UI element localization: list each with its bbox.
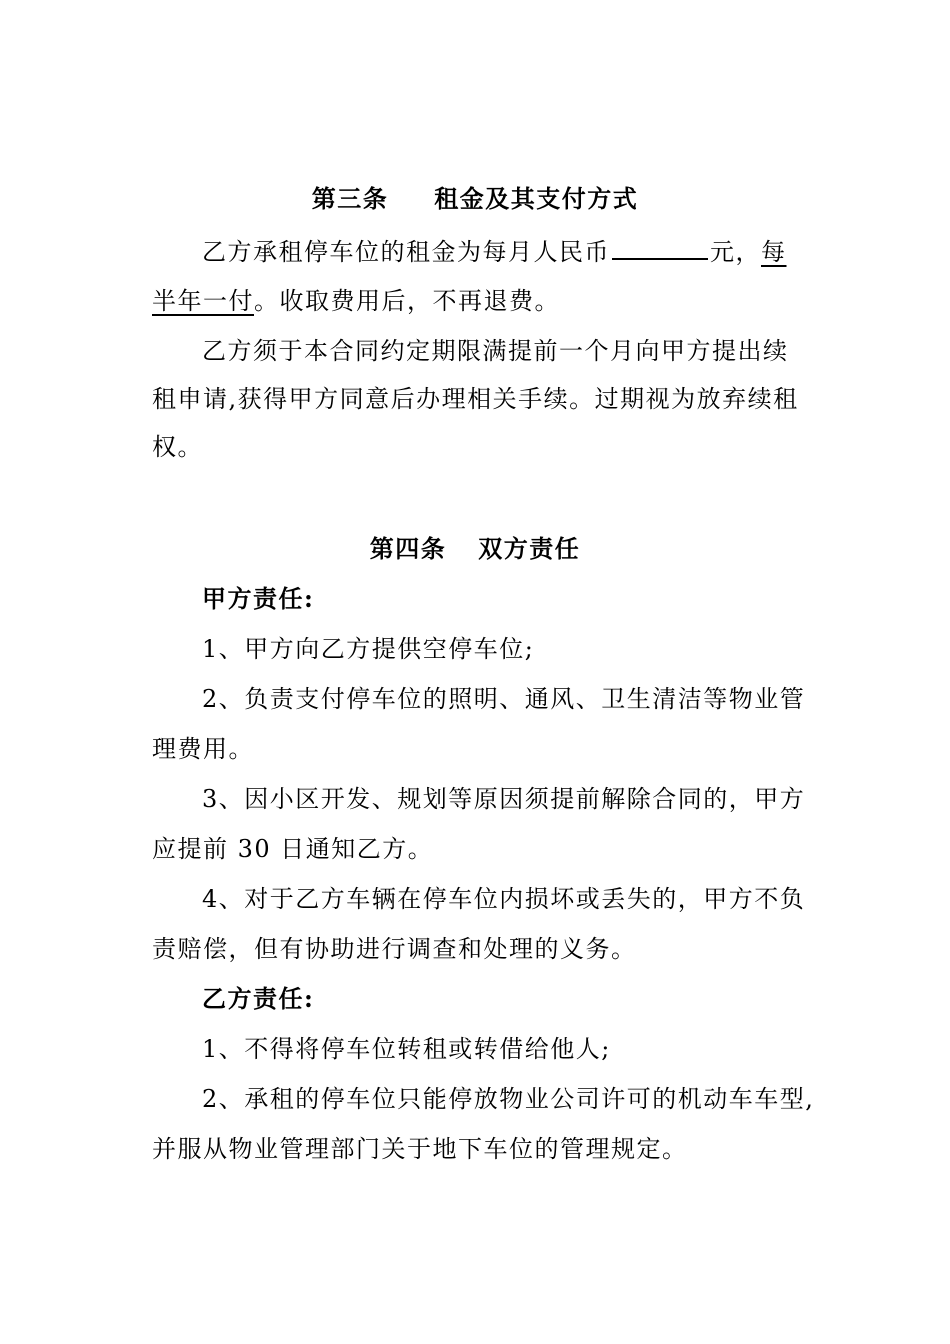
renewal-paragraph-line-3: 权。: [152, 433, 203, 461]
party-a-item-2-line-2: 理费用。: [152, 735, 254, 763]
article-3-heading: [0, 184, 950, 214]
payment-period-start: 每: [761, 238, 787, 266]
party-a-heading: 甲方责任:: [202, 584, 315, 613]
article-4-title: 双方责任: [478, 534, 581, 563]
renewal-paragraph-line-1: 乙方须于本合同约定期限满提前一个月向甲方提出续: [202, 337, 789, 365]
article-4-number: 第四条: [369, 534, 447, 563]
party-a-item-3-line-1: 3、因小区开发、规划等原因须提前解除合同的，甲方: [202, 785, 806, 813]
no-refund-text: 。收取费用后，不再退费。: [254, 287, 560, 315]
party-a-item-2-line-1: 2、负责支付停车位的照明、通风、卫生清洁等物业管: [202, 685, 806, 713]
renewal-paragraph-line-2: 租申请,获得甲方同意后办理相关手续。过期视为放弃续租: [152, 385, 799, 413]
rent-paragraph-line-2: [152, 286, 560, 316]
payment-period: 半年一付: [152, 287, 254, 315]
rent-paragraph-line-1: [202, 236, 787, 267]
party-b-item-1: 1、不得将停车位转租或转借给他人;: [202, 1035, 611, 1063]
party-a-item-4-line-2: 责赔偿，但有协助进行调查和处理的义务。: [152, 935, 637, 963]
article-3-number: 第三条: [311, 184, 389, 213]
party-a-item-3-line-2: 应提前 30 日通知乙方。: [152, 835, 434, 863]
article-3-title: 租金及其支付方式: [434, 184, 639, 213]
party-b-heading: 乙方责任:: [202, 984, 315, 1013]
party-a-item-4-line-1: 4、对于乙方车辆在停车位内损坏或丢失的，甲方不负: [202, 885, 806, 913]
party-b-item-2-line-2: 并服从物业管理部门关于地下车位的管理规定。: [152, 1135, 688, 1163]
rent-amount-blank: [612, 236, 708, 260]
rent-unit: 元，: [710, 238, 761, 266]
party-b-item-2-line-1: 2、承租的停车位只能停放物业公司许可的机动车车型,: [202, 1085, 815, 1113]
party-a-item-1: 1、甲方向乙方提供空停车位;: [202, 635, 535, 663]
rent-text: 乙方承租停车位的租金为每月人民币: [202, 238, 610, 266]
article-4-heading: [0, 534, 950, 564]
